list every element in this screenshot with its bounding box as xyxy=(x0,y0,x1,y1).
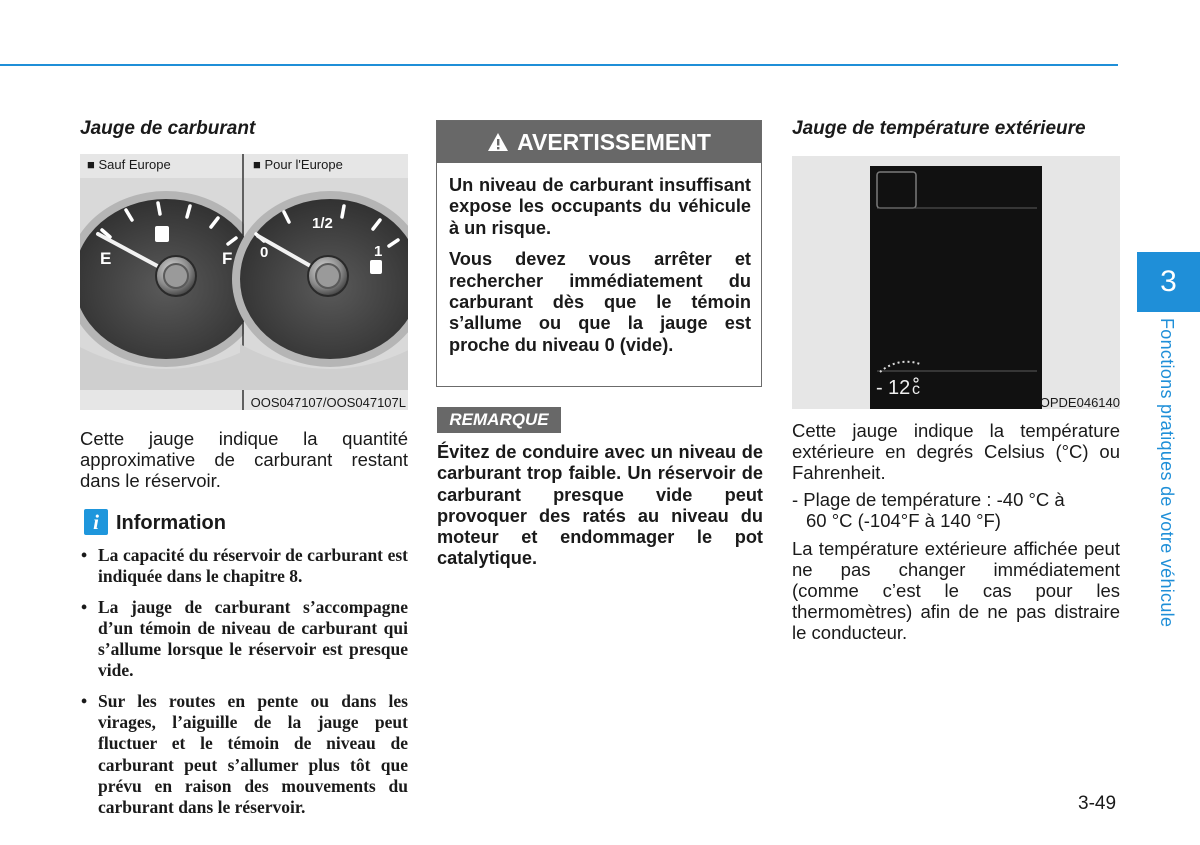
chapter-tab: 3 xyxy=(1137,252,1200,312)
fuel-gauge-illustration xyxy=(80,154,408,410)
gauge-zero-label: 0 xyxy=(260,244,269,261)
list-item: • La capacité du réservoir de carburant est indiquée dans le chapitre 8. xyxy=(81,545,408,587)
figure-label-non-europe: ■ Sauf Europe xyxy=(87,157,171,172)
temperature-display-illustration xyxy=(792,156,1120,409)
information-title: Information xyxy=(116,512,226,534)
gauge-f-label: F xyxy=(222,249,233,268)
warning-title: AVERTISSEMENT xyxy=(517,128,711,155)
temperature-reading: 12 xyxy=(888,377,911,399)
warning-body xyxy=(437,163,761,356)
page-number: 3-49 xyxy=(1078,793,1117,814)
gauge-one-label: 1 xyxy=(374,243,383,260)
gauge-half-label: 1/2 xyxy=(312,215,333,232)
temperature-range-values: 60 °C (-104°F à 140 °F) xyxy=(806,510,1001,531)
figure-code: OPDE046140 xyxy=(1039,395,1120,410)
svg-text:c: c xyxy=(912,381,920,398)
figure-label-europe: ■ Pour l'Europe xyxy=(253,157,343,172)
outside-temp-heading: Jauge de température extérieure xyxy=(792,118,1086,139)
chapter-side-label: Fonctions pratiques de votre véhicule xyxy=(1157,318,1177,628)
outside-temp-figure xyxy=(792,156,1120,409)
fuel-gauge-figure xyxy=(80,154,408,410)
list-item: • La jauge de carburant s’accompagne d’un témoin de niveau de carburant qui s’allume lorsque le réservoir est presque vide. xyxy=(81,596,408,681)
figure-code: OOS047107/OOS047107L xyxy=(250,395,406,410)
warning-box xyxy=(436,120,762,387)
warning-paragraph: Vous devez vous arrêter et rechercher immédiatement du carburant dès que le témoin s’allume ou que la jauge est proche du niveau 0 (vide). xyxy=(449,249,751,355)
temperature-range-line: - Plage de température : -40 °C à xyxy=(792,489,1065,510)
warning-triangle-icon xyxy=(487,132,509,152)
warning-paragraph: Un niveau de carburant insuffisant expose les occupants du véhicule à un risque. xyxy=(449,175,751,238)
warning-header xyxy=(437,121,761,163)
info-icon: i xyxy=(84,509,108,535)
remarque-label: REMARQUE xyxy=(437,407,561,433)
outside-temp-note: La température extérieure affichée peut ne pas changer immédiatement (comme c’est le cas pour les thermomètres) afin de ne pas distraire le conducteur. xyxy=(792,538,1120,643)
fuel-gauge-description: Cette jauge indique la quantité approximative de carburant restant dans le réservoir. xyxy=(80,428,408,491)
fuel-gauge-heading: Jauge de carburant xyxy=(80,118,256,139)
information-list xyxy=(80,545,408,828)
remarque-text: Évitez de conduire avec un niveau de carburant trop faible. Un réservoir de carburant presque vide peut provoquer des ratés au niveau du moteur et endommager le pot catalytique. xyxy=(437,442,763,569)
list-item: • Sur les routes en pente ou dans les virages, l’aiguille de la jauge peut fluctuer et le témoin de niveau de carburant peut s’allumer plus tôt que prévu en raison des mouvements du carburant dans le réservoir. xyxy=(81,690,408,818)
gauge-e-label: E xyxy=(100,249,112,268)
header-rule xyxy=(0,64,1118,66)
svg-text:-: - xyxy=(876,377,883,399)
outside-temp-description: Cette jauge indique la température extérieure en degrés Celsius (°C) ou Fahrenheit. xyxy=(792,420,1120,483)
